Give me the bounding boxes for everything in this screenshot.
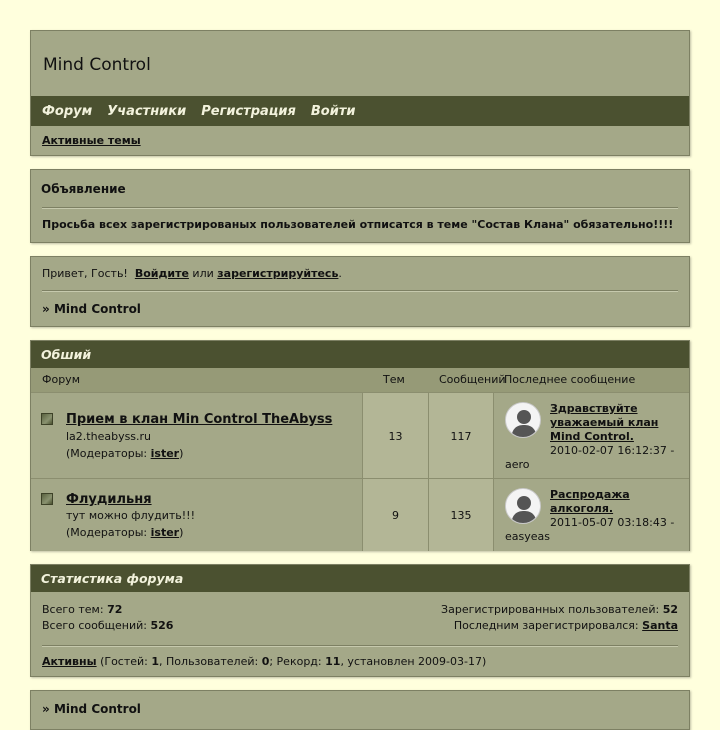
last-post-author: aero	[505, 458, 530, 471]
forum-cell	[31, 479, 362, 551]
col-topics: Тем	[383, 373, 405, 386]
total-posts-label: Всего сообщений:	[42, 619, 147, 632]
breadcrumb-home[interactable]: Mind Control	[53, 302, 141, 316]
forum-status-icon	[41, 413, 53, 425]
period-text: .	[338, 267, 342, 280]
forum-category	[30, 340, 690, 551]
topics-count-cell	[362, 393, 428, 478]
online-users	[42, 655, 486, 668]
users-label: , Пользователей:	[159, 655, 259, 668]
divider	[42, 645, 678, 647]
guests-value: 1	[151, 655, 160, 668]
table-header	[31, 368, 689, 392]
category-title[interactable]: Обший	[31, 341, 689, 368]
breadcrumb	[42, 302, 141, 316]
nav-login[interactable]: Войти	[310, 103, 356, 119]
moderator-link[interactable]: ister	[150, 447, 180, 460]
nav-forum[interactable]: Форум	[42, 103, 93, 119]
record-date: , установлен 2009-03-17)	[340, 655, 487, 668]
moderators-close: )	[179, 447, 184, 460]
divider	[42, 290, 678, 292]
topics-count: 13	[388, 430, 403, 443]
site-title: Mind Control	[43, 55, 151, 75]
last-post-cell	[493, 393, 691, 478]
total-posts	[42, 619, 173, 632]
record-label: ; Рекорд:	[269, 655, 322, 668]
last-post-date: 2011-05-07 03:18:43 -	[550, 516, 675, 529]
main-nav	[31, 96, 689, 126]
newest-member	[454, 619, 678, 632]
user-avatar-icon	[505, 402, 541, 438]
register-link[interactable]: зарегистрируйтесь	[217, 267, 339, 280]
last-post-link[interactable]: Здравствуйте уважаемый клан Mind Control.	[550, 402, 659, 443]
forum-status-icon	[41, 493, 53, 505]
col-posts: Сообщений	[439, 373, 506, 386]
forum-moderators	[66, 447, 183, 460]
online-link[interactable]: Активны	[42, 655, 97, 668]
topics-count: 9	[392, 509, 399, 522]
breadcrumb-home[interactable]: Mind Control	[53, 702, 141, 716]
last-post-cell	[493, 479, 691, 551]
posts-count-cell	[428, 479, 493, 551]
nav-members[interactable]: Участники	[107, 103, 187, 119]
guests-label: (Гостей:	[100, 655, 148, 668]
announcement-heading: Объявление	[41, 182, 126, 196]
forum-cell	[31, 393, 362, 478]
user-avatar-icon	[505, 488, 541, 524]
breadcrumb-arrow: »	[42, 302, 50, 316]
record-value: 11	[325, 655, 341, 668]
forum-moderators	[66, 526, 183, 539]
forum-title-link[interactable]: Флудильня	[66, 492, 152, 507]
col-last-post: Последнее сообщение	[504, 373, 636, 386]
stats-heading: Статистика форума	[31, 565, 689, 592]
forum-row	[31, 392, 689, 478]
nav-register[interactable]: Регистрация	[201, 103, 296, 119]
last-post-link[interactable]: Распродажа алкоголя.	[550, 488, 630, 515]
divider	[42, 207, 678, 209]
topics-count-cell	[362, 479, 428, 551]
forum-title-link[interactable]: Прием в клан Min Control TheAbyss	[66, 412, 333, 427]
forum-description: la2.theabyss.ru	[66, 430, 152, 443]
moderators-label: (Модераторы:	[66, 447, 148, 460]
welcome-message	[42, 267, 342, 280]
welcome-box	[30, 256, 690, 327]
login-link[interactable]: Войдите	[134, 267, 189, 280]
forum-description: тут можно флудить!!!	[66, 509, 195, 522]
registered-users	[441, 603, 678, 616]
moderators-close: )	[179, 526, 184, 539]
or-text: или	[192, 267, 214, 280]
site-header	[30, 30, 690, 156]
newest-member-link[interactable]: Santa	[642, 619, 678, 632]
posts-count: 117	[450, 430, 472, 443]
registered-value: 52	[662, 603, 678, 616]
greeting-text: Привет, Гость!	[42, 267, 128, 280]
users-value: 0	[261, 655, 270, 668]
col-forum: Форум	[42, 373, 80, 386]
announcement-box	[30, 169, 690, 243]
moderators-label: (Модераторы:	[66, 526, 148, 539]
forum-statistics	[30, 564, 690, 677]
footer-breadcrumb-box	[30, 690, 690, 730]
last-post-author: easyeas	[505, 530, 550, 543]
forum-row	[31, 478, 689, 551]
moderator-link[interactable]: ister	[150, 526, 180, 539]
active-topics-link[interactable]: Активные темы	[42, 134, 141, 147]
announcement-text: Просьба всех зарегистрированых пользователей отписатся в теме "Состав Клана" обязательно!!!!	[42, 218, 674, 231]
total-posts-value: 526	[150, 619, 174, 632]
breadcrumb	[42, 702, 141, 716]
posts-count: 135	[450, 509, 472, 522]
total-topics	[42, 603, 122, 616]
registered-label: Зарегистрированных пользователей:	[441, 603, 660, 616]
newest-label: Последним зарегистрировался:	[453, 619, 639, 632]
posts-count-cell	[428, 393, 493, 478]
last-post-date: 2010-02-07 16:12:37 -	[550, 444, 675, 457]
breadcrumb-arrow: »	[42, 702, 50, 716]
total-topics-value: 72	[107, 603, 123, 616]
total-topics-label: Всего тем:	[42, 603, 104, 616]
